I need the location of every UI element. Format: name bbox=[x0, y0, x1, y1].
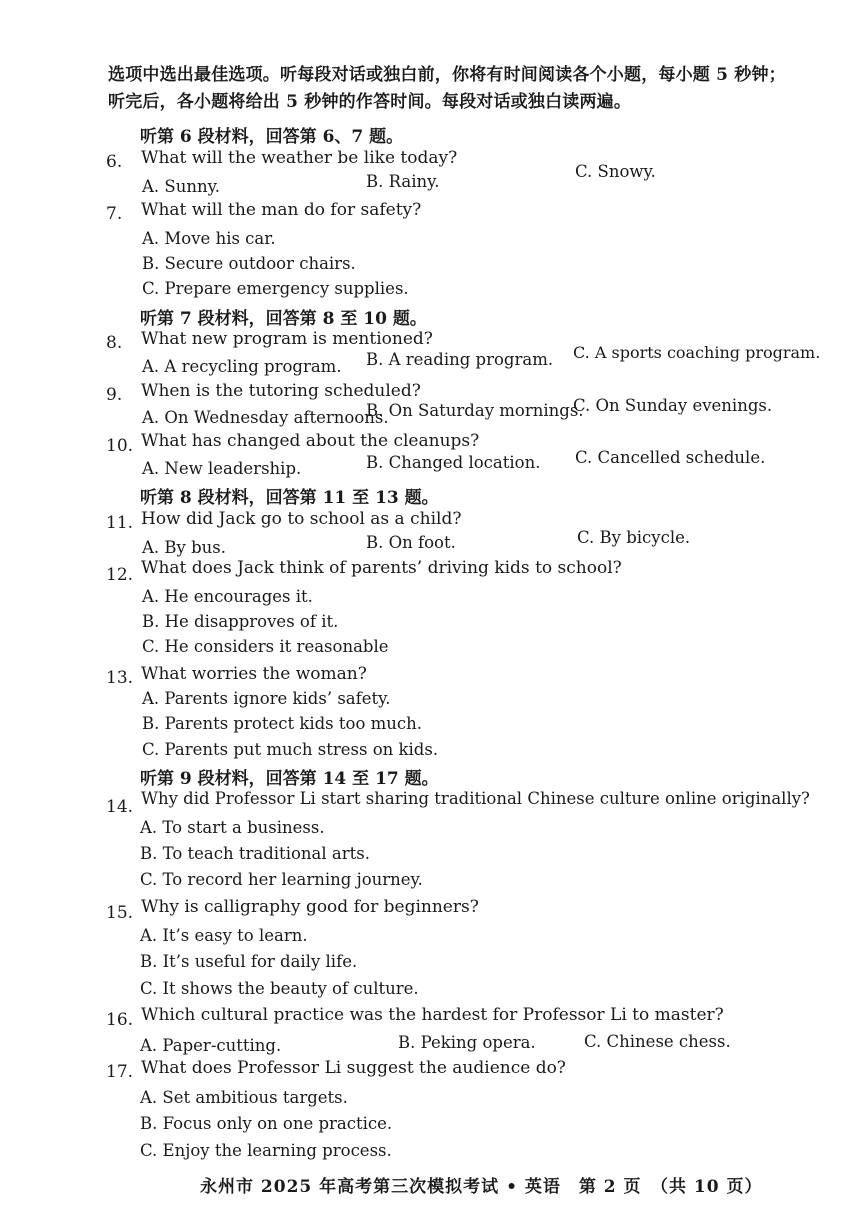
option-c: C. A sports coaching program. bbox=[573, 343, 821, 362]
question-text: What worries the woman? bbox=[141, 664, 367, 684]
option-b: B. A reading program. bbox=[366, 350, 554, 369]
question-number: 17. bbox=[106, 1062, 134, 1082]
question-text: When is the tutoring scheduled? bbox=[141, 381, 421, 401]
section-heading-9: 听第 9 段材料，回答第 14 至 17 题。 bbox=[140, 769, 439, 789]
option-a: A. To start a business. bbox=[140, 818, 325, 837]
option-c: C. Chinese chess. bbox=[584, 1032, 731, 1051]
question-text: What does Professor Li suggest the audience do? bbox=[141, 1058, 566, 1078]
question-number: 8. bbox=[106, 333, 123, 353]
option-a: A. He encourages it. bbox=[142, 587, 313, 606]
instructions-line-2: 听完后，各小题将给出 5 秒钟的作答时间。每段对话或独白读两遍。 bbox=[108, 92, 632, 112]
option-b: B. He disapproves of it. bbox=[142, 612, 339, 631]
question-number: 16. bbox=[106, 1010, 134, 1030]
question-text: Why is calligraphy good for beginners? bbox=[141, 897, 479, 917]
instructions bbox=[108, 62, 788, 116]
question-number: 10. bbox=[106, 436, 134, 456]
option-a: A. A recycling program. bbox=[142, 357, 342, 376]
question-number: 13. bbox=[106, 668, 134, 688]
question-text: What new program is mentioned? bbox=[141, 329, 433, 349]
section-heading-6: 听第 6 段材料，回答第 6、7 题。 bbox=[140, 127, 404, 147]
option-b: B. To teach traditional arts. bbox=[140, 844, 370, 863]
option-c: C. Parents put much stress on kids. bbox=[142, 740, 439, 759]
option-b: B. Peking opera. bbox=[398, 1033, 536, 1052]
option-a: A. On Wednesday afternoons. bbox=[142, 408, 389, 427]
option-a: A. Parents ignore kids’ safety. bbox=[142, 689, 391, 708]
option-c: C. By bicycle. bbox=[577, 528, 691, 547]
option-b: B. Secure outdoor chairs. bbox=[142, 254, 356, 273]
option-c: C. To record her learning journey. bbox=[140, 870, 423, 889]
option-c: C. Cancelled schedule. bbox=[575, 448, 766, 467]
instructions-line-1: 选项中选出最佳选项。听每段对话或独白前，你将有时间阅读各个小题，每小题 5 秒钟； bbox=[108, 65, 786, 85]
question-number: 14. bbox=[106, 797, 134, 817]
option-a: A. Sunny. bbox=[142, 177, 220, 196]
section-heading-8: 听第 8 段材料，回答第 11 至 13 题。 bbox=[140, 488, 439, 508]
question-text: What does Jack think of parents’ driving kids to school? bbox=[141, 558, 622, 578]
question-number: 9. bbox=[106, 385, 123, 405]
question-text: What has changed about the cleanups? bbox=[141, 431, 480, 451]
option-c: C. On Sunday evenings. bbox=[573, 396, 773, 415]
option-b: B. On Saturday mornings. bbox=[366, 401, 584, 420]
option-c: C. He considers it reasonable bbox=[142, 637, 389, 656]
option-b: B. It’s useful for daily life. bbox=[140, 952, 358, 971]
question-number: 12. bbox=[106, 565, 134, 585]
question-text: Why did Professor Li start sharing traditional Chinese culture online originally? bbox=[141, 789, 810, 808]
question-number: 11. bbox=[106, 513, 134, 533]
question-number: 15. bbox=[106, 903, 134, 923]
option-b: B. Rainy. bbox=[366, 172, 440, 191]
question-number: 7. bbox=[106, 204, 123, 224]
option-a: A. New leadership. bbox=[142, 459, 302, 478]
option-a: A. Move his car. bbox=[142, 229, 276, 248]
question-text: What will the man do for safety? bbox=[141, 200, 422, 220]
question-text: Which cultural practice was the hardest for Professor Li to master? bbox=[141, 1005, 724, 1025]
option-c: C. Snowy. bbox=[575, 162, 656, 181]
option-b: B. Parents protect kids too much. bbox=[142, 714, 423, 733]
question-text: How did Jack go to school as a child? bbox=[141, 509, 462, 529]
page-footer: 永州市 2025 年高考第三次模拟考试 • 英语 第 2 页 （共 10 页） bbox=[200, 1177, 763, 1197]
question-number: 6. bbox=[106, 152, 123, 172]
option-b: B. Focus only on one practice. bbox=[140, 1114, 393, 1133]
option-a: A. Set ambitious targets. bbox=[140, 1088, 348, 1107]
option-a: A. Paper-cutting. bbox=[140, 1036, 282, 1055]
option-b: B. On foot. bbox=[366, 533, 456, 552]
option-a: A. It’s easy to learn. bbox=[140, 926, 308, 945]
option-c: C. It shows the beauty of culture. bbox=[140, 979, 419, 998]
option-c: C. Enjoy the learning process. bbox=[140, 1141, 392, 1160]
option-a: A. By bus. bbox=[142, 538, 226, 557]
question-text: What will the weather be like today? bbox=[141, 148, 458, 168]
option-c: C. Prepare emergency supplies. bbox=[142, 279, 409, 298]
section-heading-7: 听第 7 段材料，回答第 8 至 10 题。 bbox=[140, 309, 427, 329]
option-b: B. Changed location. bbox=[366, 453, 541, 472]
